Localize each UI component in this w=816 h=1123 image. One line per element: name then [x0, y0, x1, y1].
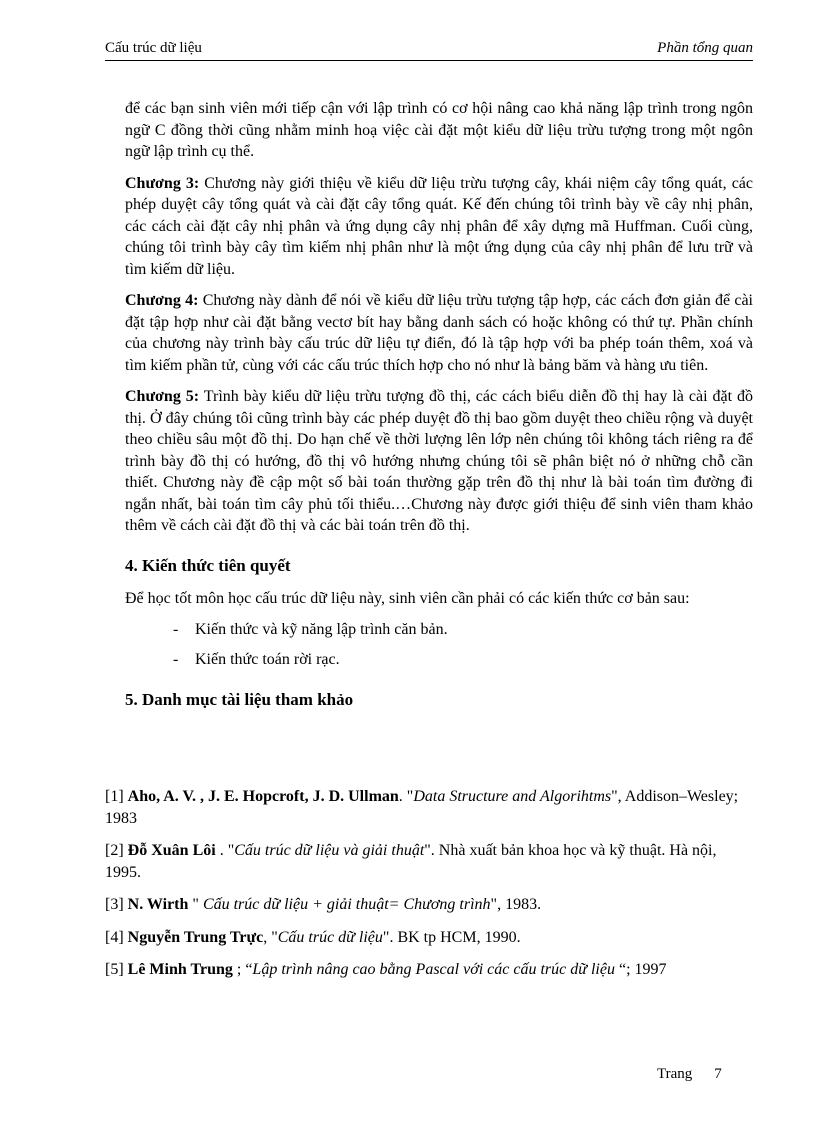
reference-number: [4] [105, 928, 128, 946]
chapter-label: Chương 3: [125, 174, 200, 192]
reference-item [105, 840, 753, 883]
reference-title: Cấu trúc dữ liệu + giải thuật= Chương trình [202, 896, 491, 913]
reference-details: ", Addison–Wesley; 1983 [105, 788, 739, 827]
page-body [125, 98, 753, 722]
reference-item [105, 786, 753, 829]
reference-author: Lê Minh Trung [127, 961, 233, 978]
header-section: Phần tổng quan [657, 40, 753, 56]
header-title: Cấu trúc dữ liệu [105, 40, 202, 56]
section-heading-references: 5. Danh mục tài liệu tham khảo [125, 689, 354, 709]
list-item-text: Kiến thức toán rời rạc. [195, 651, 340, 668]
reference-author: Đỗ Xuân Lôi [127, 842, 216, 859]
intro-paragraph: để các bạn sinh viên mới tiếp cận với lập trình có cơ hội nâng cao khả năng lập trình trong ngôn ngữ C đồng thời cũng nhằm minh hoạ việc cài đặt một kiểu dữ liệu trừu tượng trong một ngôn ngữ lập trình cụ thể. [125, 100, 753, 160]
reference-punct: ; “ [232, 961, 253, 978]
chapter-text: Trình bày kiểu dữ liệu trừu tượng đồ thị, các cách biểu diễn đồ thị hay là cài đặt đồ thị. Ở đây chúng tôi cũng trình bày các phép duyệt đồ thị bao gồm duyệt theo chiều rộng và duyệt theo chiều sâu một đồ thị. Do hạn chế về thời lượng lên lớp nên chúng tôi không tách riêng ra để trình bày đồ thị có hướng, đồ thị vô hướng nhưng chúng tôi sẽ phân biệt nó ở những chỗ cần thiết. Chương này đề cập một số bài toán thường gặp trên đồ thị như là bài toán tìm đường đi ngắn nhất, bài toán tìm cây phủ tối thiểu.…Chương này được giới thiệu để sinh viên tham khảo thêm về cách cài đặt đồ thị và các bài toán trên đồ thị. [125, 388, 754, 534]
page-header [105, 38, 753, 61]
prerequisites-intro: Để học tốt môn học cấu trúc dữ liệu này, sinh viên cần phải có các kiến thức cơ bản sau: [125, 590, 690, 607]
reference-number: [5] [105, 961, 128, 978]
chapter-text: Chương này giới thiệu về kiểu dữ liệu trừu tượng cây, khái niệm cây tổng quát, các phép duyệt cây tổng quát và cài đặt cây tổng quát. Kế đến chúng tôi trình bày về cây nhị phân, các cách cài đặt cây nhị phân và ứng dụng cây nhị phân để xây dựng mã Huffman. Cuối cùng, chúng tôi trình bày cây tìm kiếm nhị phân như là một ứng dụng của cây nhị phân để lưu trữ và tìm kiếm dữ liệu. [125, 174, 753, 278]
chapter-label: Chương 4: [125, 292, 199, 309]
chapter-text: Chương này dành để nói về kiểu dữ liệu trừu tượng tập hợp, các cách đơn giản để cài đặt tập hợp như cài đặt bằng vectơ bít hay bằng danh sách có hoặc không có thứ tự. Phần chính của chương này trình bày cấu trúc dữ liệu tự điển, đó là tập hợp với ba phép toán thêm, xoá và tìm kiếm phần tử, cùng với các cấu trúc thích hợp cho nó như là bảng băm và hàng ưu tiên. [125, 292, 754, 374]
reference-title: Lập trình nâng cao bằng Pascal với các cấu trúc dữ liệu [252, 961, 619, 978]
chapter-paragraph [125, 173, 753, 281]
page-label: Trang [657, 1066, 693, 1082]
reference-details: ". Nhà xuất bản khoa học và kỹ thuật. Hà nội, 1995. [105, 842, 717, 881]
section-heading-prerequisites: 4. Kiến thức tiên quyết [125, 555, 291, 575]
list-item-text: Kiến thức và kỹ năng lập trình căn bản. [195, 620, 448, 638]
reference-author: N. Wirth [127, 896, 189, 913]
reference-number: [3] [105, 896, 128, 913]
list-item [125, 619, 753, 641]
reference-list [105, 786, 753, 992]
reference-punct: " [188, 896, 203, 913]
chapter-label: Chương 5: [125, 388, 200, 405]
reference-author: Aho, A. V. , J. E. Hopcroft, J. D. Ullman [127, 788, 399, 805]
bullet-dash: - [173, 651, 179, 668]
list-item [125, 649, 753, 671]
reference-punct: . " [398, 788, 414, 805]
chapter-paragraph [125, 386, 753, 537]
reference-item [105, 894, 753, 916]
reference-punct: , " [263, 928, 278, 946]
reference-title: Data Structure and Algorihtms [413, 788, 612, 805]
page-footer [657, 1066, 744, 1083]
reference-details: ", 1983. [490, 896, 542, 913]
reference-author: Nguyễn Trung Trực [127, 928, 264, 946]
reference-title: Cấu trúc dữ liệu và giải thuật [234, 842, 425, 859]
reference-item [105, 927, 753, 949]
page-number: 7 [714, 1066, 722, 1082]
reference-item [105, 959, 753, 981]
bullet-dash: - [173, 620, 179, 638]
reference-punct: . " [215, 842, 235, 859]
reference-details: ". BK tp HCM, 1990. [382, 928, 521, 946]
reference-title: Cấu trúc dữ liệu [277, 928, 383, 946]
chapter-paragraph [125, 290, 753, 376]
reference-number: [1] [105, 788, 128, 805]
reference-number: [2] [105, 842, 128, 859]
reference-details: “; 1997 [618, 961, 667, 978]
